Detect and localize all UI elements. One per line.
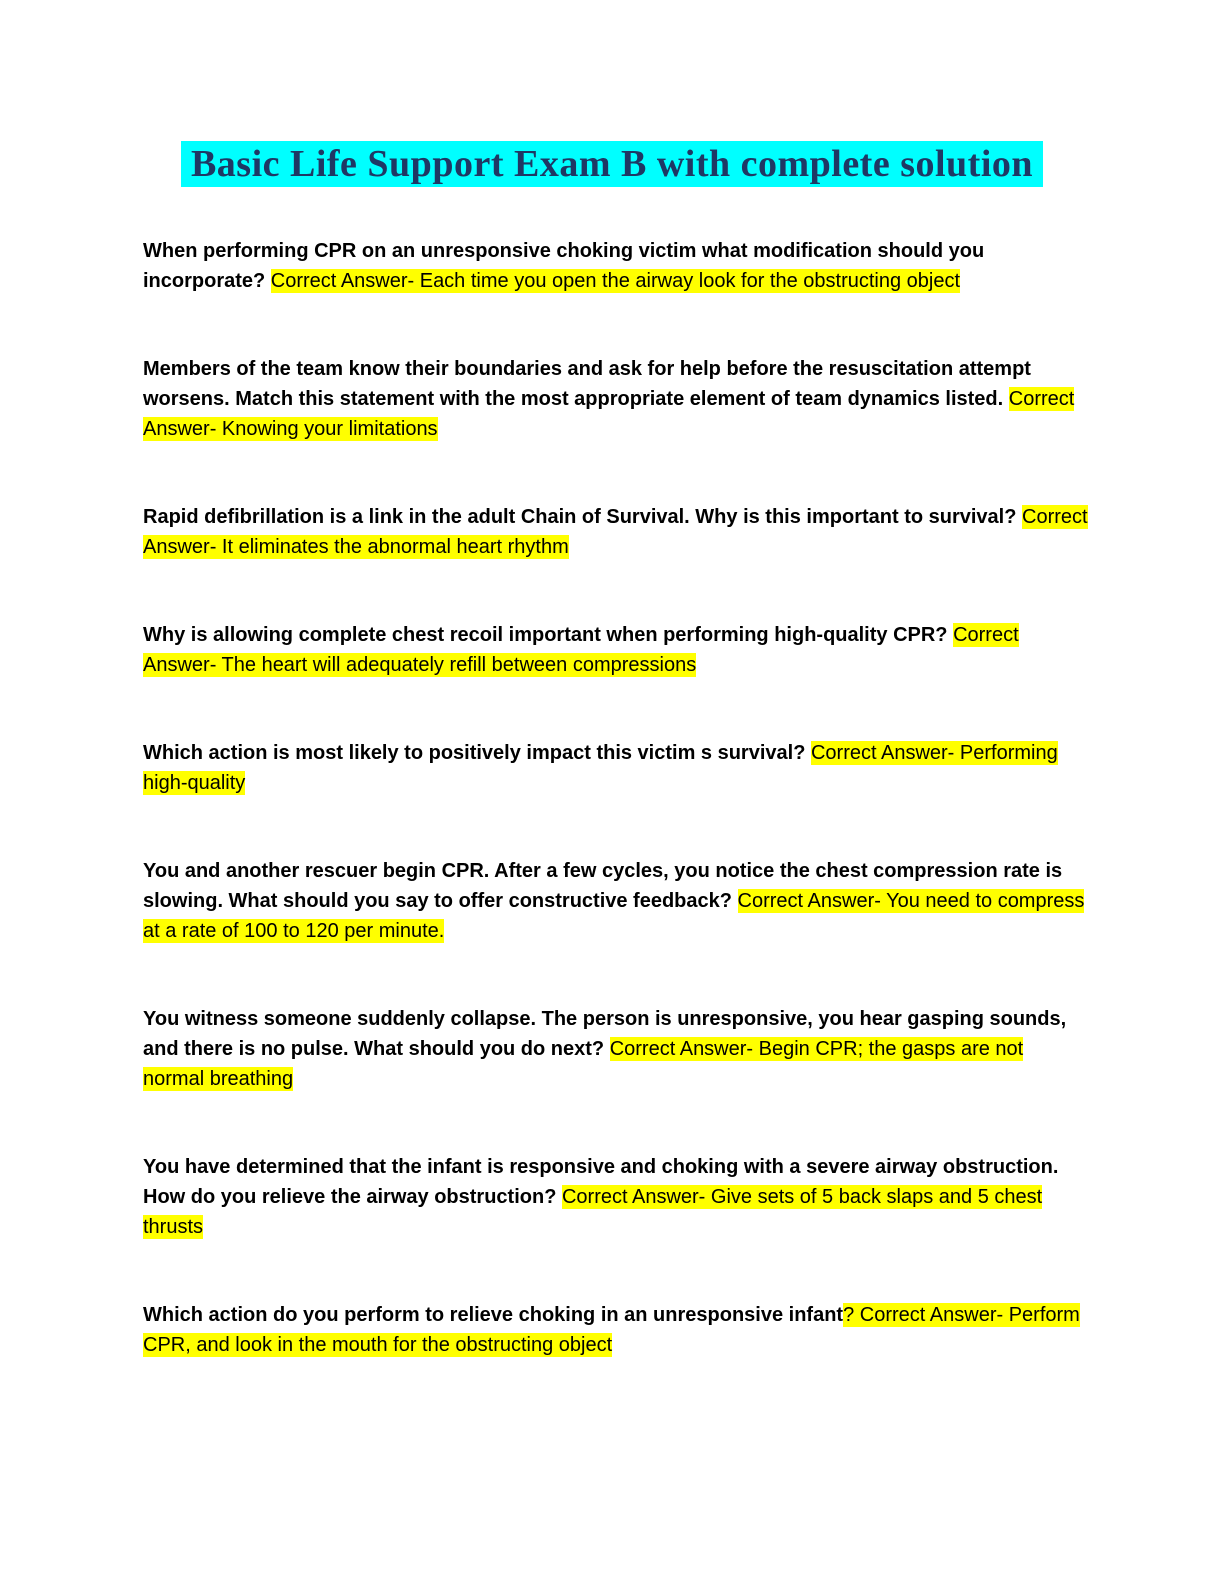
answer-highlighted-text: Correct Answer- Each time you open the airway look for the obstructing object <box>270 270 961 292</box>
qa-item <box>143 1152 1088 1242</box>
qa-item <box>143 738 1088 798</box>
qa-item <box>143 620 1088 680</box>
qa-item <box>143 354 1088 444</box>
answer-highlighted-text: Correct Answer- Begin CPR; the gasps are not normal breathing <box>143 1038 1024 1090</box>
qa-item <box>143 502 1088 562</box>
question-text: You have determined that the infant is responsive and choking with a severe airway obstruction. How do you relieve the airway obstruction? <box>143 1156 1059 1208</box>
answer-highlighted-text: Correct Answer- The heart will adequately refill between compressions <box>143 624 1019 676</box>
question-text: Rapid defibrillation is a link in the adult Chain of Survival. Why is this important to survival? <box>143 506 1023 528</box>
qa-item <box>143 1300 1088 1360</box>
question-text: When performing CPR on an unresponsive choking victim what modification should you incorporate? <box>143 240 985 292</box>
qa-item <box>143 236 1088 296</box>
question-text: Which action is most likely to positively impact this victim s survival? <box>143 742 811 764</box>
question-text: Members of the team know their boundaries and ask for help before the resuscitation attempt worsens. Match this statement with the most appropriate element of team dynamics listed. <box>143 358 1031 410</box>
qa-list <box>143 236 1088 1360</box>
answer-highlighted-text: Correct Answer- Performing high-quality <box>143 742 1058 794</box>
answer-highlighted-text: Correct Answer- Knowing your limitations <box>143 388 1075 440</box>
qa-item <box>143 1004 1088 1094</box>
question-text: Why is allowing complete chest recoil important when performing high-quality CPR? <box>143 624 954 646</box>
question-text: Which action do you perform to relieve choking in an unresponsive infant <box>143 1304 844 1326</box>
answer-highlighted-text: Correct Answer- Give sets of 5 back slaps and 5 chest thrusts <box>143 1186 1043 1238</box>
title-row <box>0 0 1224 187</box>
answer-highlighted-text: ? Correct Answer- Perform CPR, and look in the mouth for the obstructing object <box>143 1304 1080 1356</box>
question-text: You and another rescuer begin CPR. After a few cycles, you notice the chest compression rate is slowing. What should you say to offer constructive feedback? <box>143 860 1063 912</box>
answer-highlighted-text: Correct Answer- You need to compress at a rate of 100 to 120 per minute. <box>143 890 1085 942</box>
answer-highlighted-text: Correct Answer- It eliminates the abnormal heart rhythm <box>143 506 1088 558</box>
qa-item <box>143 856 1088 946</box>
document-title: Basic Life Support Exam B with complete solution <box>181 141 1043 187</box>
question-text: You witness someone suddenly collapse. The person is unresponsive, you hear gasping sounds, and there is no pulse. What should you do next? <box>143 1008 1067 1060</box>
